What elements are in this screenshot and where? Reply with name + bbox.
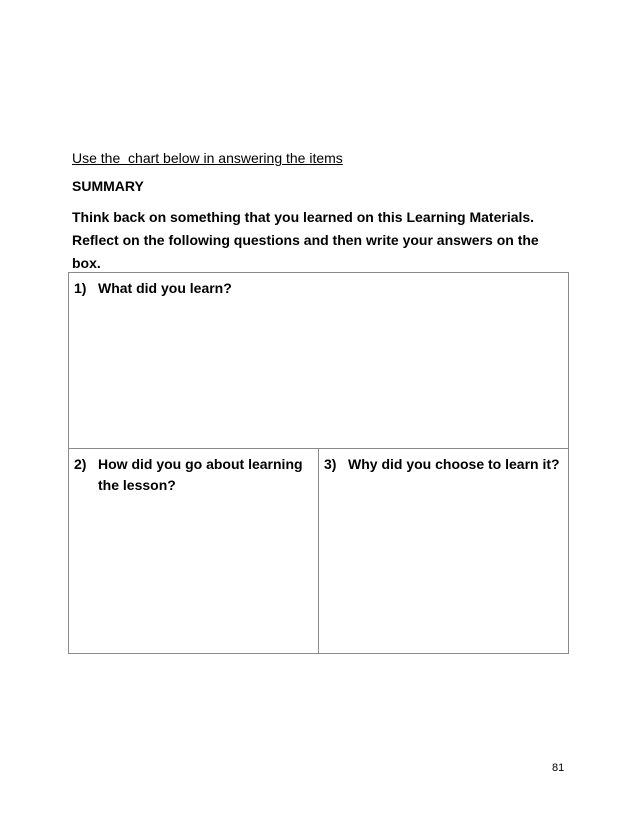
question-number: 3) [324, 456, 337, 472]
answer-box-how-did-you-learn[interactable] [69, 449, 319, 654]
question-1 [74, 278, 563, 299]
reflection-line: Think back on something that you learned on this Learning Materials. [72, 209, 535, 225]
question-3 [324, 454, 563, 475]
instruction-text: Use the chart below in answering the items [72, 150, 343, 166]
answer-box-what-did-you-learn[interactable] [69, 273, 569, 449]
question-number: 2) [74, 456, 87, 472]
reflection-prompt [72, 206, 572, 275]
question-number: 1) [74, 280, 87, 296]
question-text: Why did you choose to learn it? [348, 456, 560, 472]
page-number: 81 [552, 762, 565, 774]
summary-heading: SUMMARY [72, 178, 144, 194]
reflection-line: Reflect on the following questions and then write your answers on the [72, 232, 539, 248]
answer-box-why-did-you-choose[interactable] [319, 449, 569, 654]
question-2 [74, 454, 313, 496]
summary-answer-table [68, 272, 569, 654]
reflection-line: box. [72, 255, 101, 271]
question-text: How did you go about learning the lesson? [98, 456, 303, 493]
question-text: What did you learn? [98, 280, 232, 296]
